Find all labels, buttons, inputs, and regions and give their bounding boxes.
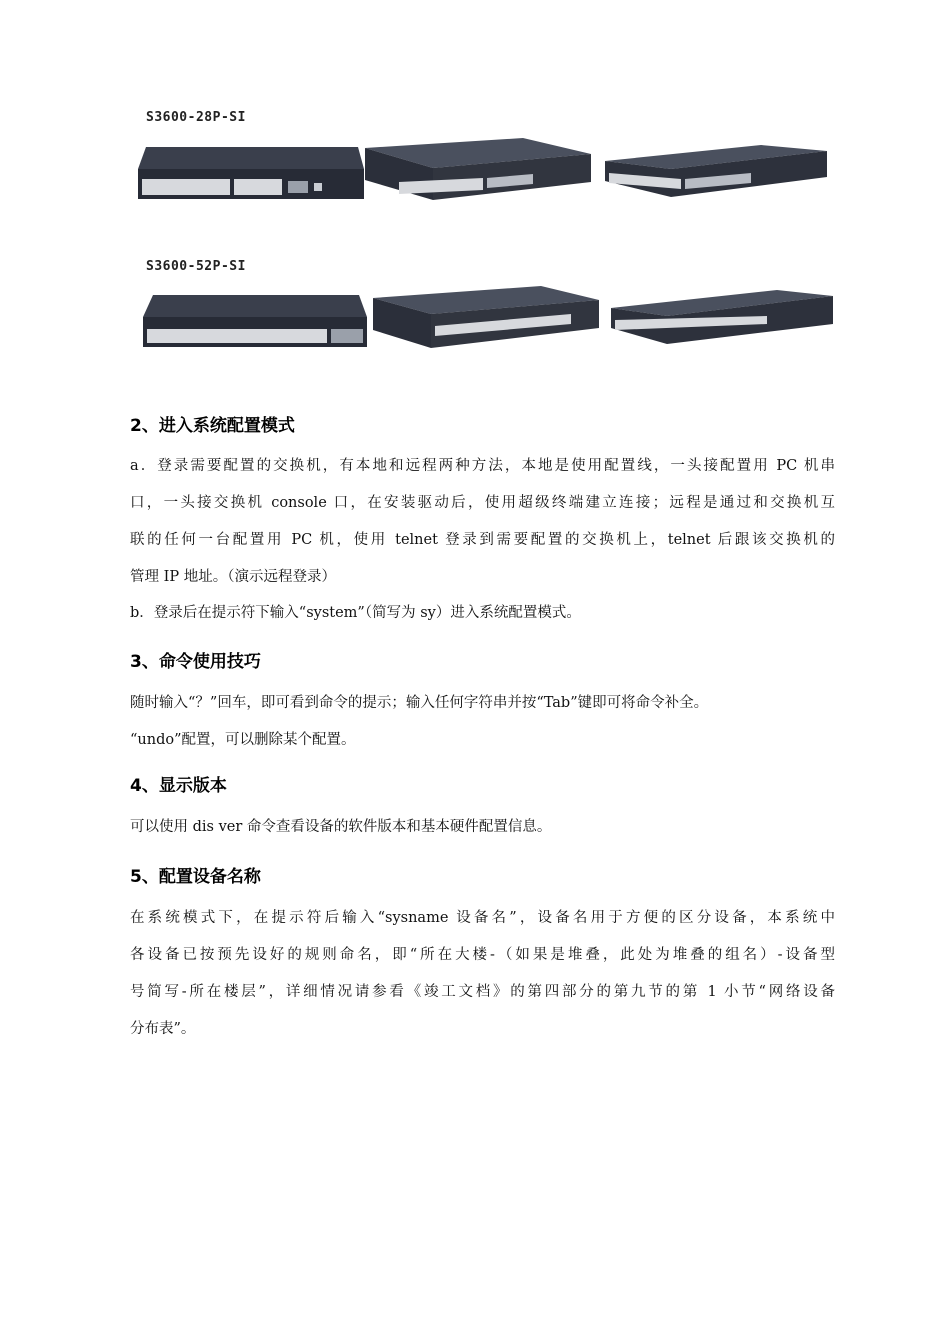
section-3-body	[130, 685, 835, 759]
switch-52p-side-image	[607, 288, 837, 348]
switch-28p-angle-image	[363, 138, 593, 204]
text-line: 管理 IP 地址。（演示远程登录）	[130, 569, 336, 585]
section-heading-5: 5、配置设备名称	[130, 867, 261, 887]
section-4-body	[130, 809, 835, 846]
text-line: “undo”配置，可以删除某个配置。	[130, 732, 356, 748]
section-5-body	[130, 900, 835, 1048]
text-line: 在系统模式下，在提示符后输入“sysname 设备名”，设备名用于方便的区分设备，本系统中	[130, 910, 835, 926]
text-line: 随时输入“？”回车，即可看到命令的提示；输入任何字符串并按“Tab”键即可将命令补全。	[130, 695, 709, 711]
switch-28p-side-image	[601, 143, 831, 201]
text-line: a．登录需要配置的交换机，有本地和远程两种方法，本地是使用配置线，一头接配置用 PC 机串	[130, 458, 835, 474]
section-heading-4: 4、显示版本	[130, 776, 227, 796]
model-label-52p: S3600-52P-SI	[146, 259, 246, 274]
switch-52p-front-image	[139, 291, 371, 351]
text-line: 号简写-所在楼层”，详细情况请参看《竣工文档》的第四部分的第九节的第 1 小节“网络设备	[130, 984, 835, 1000]
text-line: 口，一头接交换机 console 口，在安装驱动后，使用超级终端建立连接；远程是通过和交换机互	[130, 495, 835, 511]
section-heading-3: 3、命令使用技巧	[130, 652, 261, 672]
text-line: 各设备已按预先设好的规则命名，即“所在大楼-（如果是堆叠，此处为堆叠的组名）-设备型	[130, 947, 835, 963]
model-label-28p: S3600-28P-SI	[146, 110, 246, 125]
switch-28p-front-image	[136, 143, 366, 203]
text-line: 可以使用 dis ver 命令查看设备的软件版本和基本硬件配置信息。	[130, 819, 552, 835]
text-line: 分布表”。	[130, 1021, 196, 1037]
switch-52p-angle-image	[371, 286, 601, 352]
text-line: 联的任何一台配置用 PC 机，使用 telnet 登录到需要配置的交换机上，telnet 后跟该交换机的	[130, 532, 835, 548]
text-line: b．登录后在提示符下输入“system”（简写为 sy）进入系统配置模式。	[130, 605, 581, 621]
section-2-body	[130, 448, 835, 631]
section-heading-2: 2、进入系统配置模式	[130, 416, 295, 436]
